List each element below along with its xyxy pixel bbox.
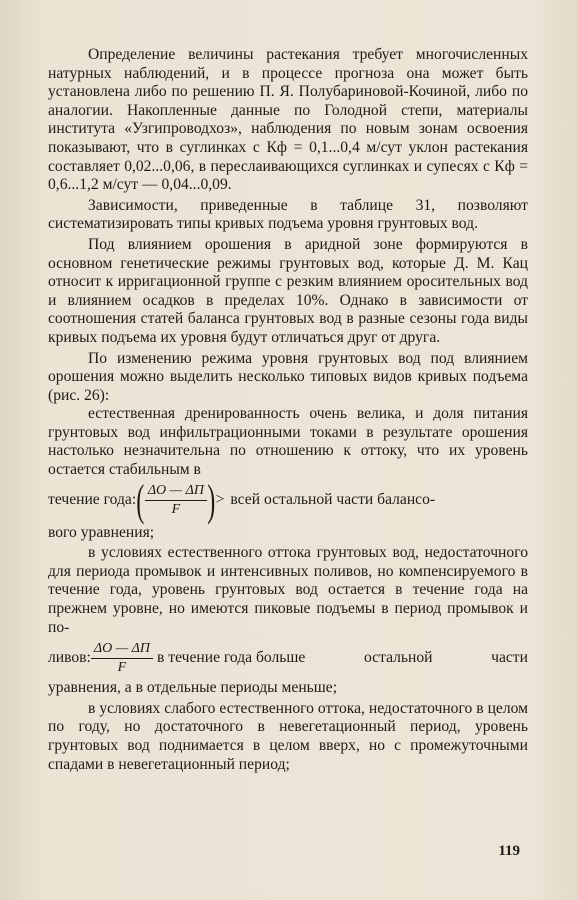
formula-line-1 [48, 475, 528, 525]
fraction-1-numerator: ΔO — ΔП [145, 483, 207, 501]
list-item-stable-level: естественная дренированность очень велика, и доля питания грунтовых вод инфильтрационными токами в результате орошения настолько незначительна по отношению к оттоку, что их уровень остается стабильным в [48, 405, 528, 479]
left-paren: ( [136, 475, 145, 525]
formula1-lead-text: течение года: [48, 491, 137, 509]
formula2-trailing-c: части [491, 648, 528, 666]
formula2-lead-text: ливов: [48, 648, 91, 666]
formula1-trailing-text: всей остальной части балансо- [230, 491, 436, 509]
fraction-1 [145, 483, 207, 518]
list-item-stable-level-end: вого уравнения; [48, 523, 155, 541]
list-item-peak-rises-end: уравнения, а в отдельные периоды меньше; [48, 679, 338, 697]
fraction-1-denominator: F [171, 502, 181, 518]
paragraph-curve-types: По изменению режима уровня грунтовых вод под влиянием орошения можно выделить несколько типовых видов кривых подъема (рис. 26): [48, 349, 528, 404]
formula-line-2 [48, 638, 528, 678]
formula2-trailing-a: в течение года больше [157, 648, 306, 666]
page-number: 119 [498, 843, 520, 859]
formula2-trailing-b: остальной [363, 648, 433, 666]
paragraph-irrigation-regimes: Под влиянием орошения в аридной зоне формируются в основном генетические режимы грунтовых вод, которые Д. М. Кац относит к ирригационной группе с резким влиянием оросительных вод и влиянием осадков в пределах 10%. Однако в зависимости от соотношения статей баланса грунтовых вод в разные сезоны года виды кривых подъема их уровня будут отличаться друг от друга. [48, 235, 528, 346]
fraction-2 [91, 641, 153, 676]
list-item-weak-outflow: в условиях слабого естественного оттока, недостаточного в целом по году, но достаточного в невегетационный период, уровень грунтовых вод поднимается в целом вверх, но с промежуточными спадами в невегетационный период; [48, 699, 528, 773]
fraction-2-denominator: F [117, 659, 127, 675]
fraction-2-numerator: ΔO — ΔП [91, 641, 153, 659]
right-paren: ) [207, 475, 216, 525]
greater-than-sign: > [215, 491, 225, 509]
page-text [48, 46, 528, 774]
paragraph-spreading: Определение величины растекания требует многочисленных натурных наблюдений, и в процессе прогноза она может быть установлена либо по решению П. Я. Полубариновой-Кочиной, либо по аналогии. Накопленные данные по Голодной степи, материалы института «Узгипроводхоз», наблюдения по новым зонам освоения показывают, что в суглинках с Кф = 0,1...0,4 м/сут уклон растекания составляет 0,02...0,06, в переслаивающихся суглинках и супесях с Кф = 0,6...1,2 м/сут — 0,04...0,09. [48, 46, 528, 194]
list-item-peak-rises: в условиях естественного оттока грунтовых вод, недостаточного для периода промывок и интенсивных поливов, но компенсируемого в течение года, уровень грунтовых вод остается в течение года на прежнем уровне, но имеются пиковые подъемы в период промывок и по- [48, 544, 528, 636]
paragraph-table-reference: Зависимости, приведенные в таблице 31, позволяют систематизировать типы кривых подъема уровня грунтовых вод. [48, 196, 528, 233]
formula2-trailing-text [157, 649, 528, 668]
